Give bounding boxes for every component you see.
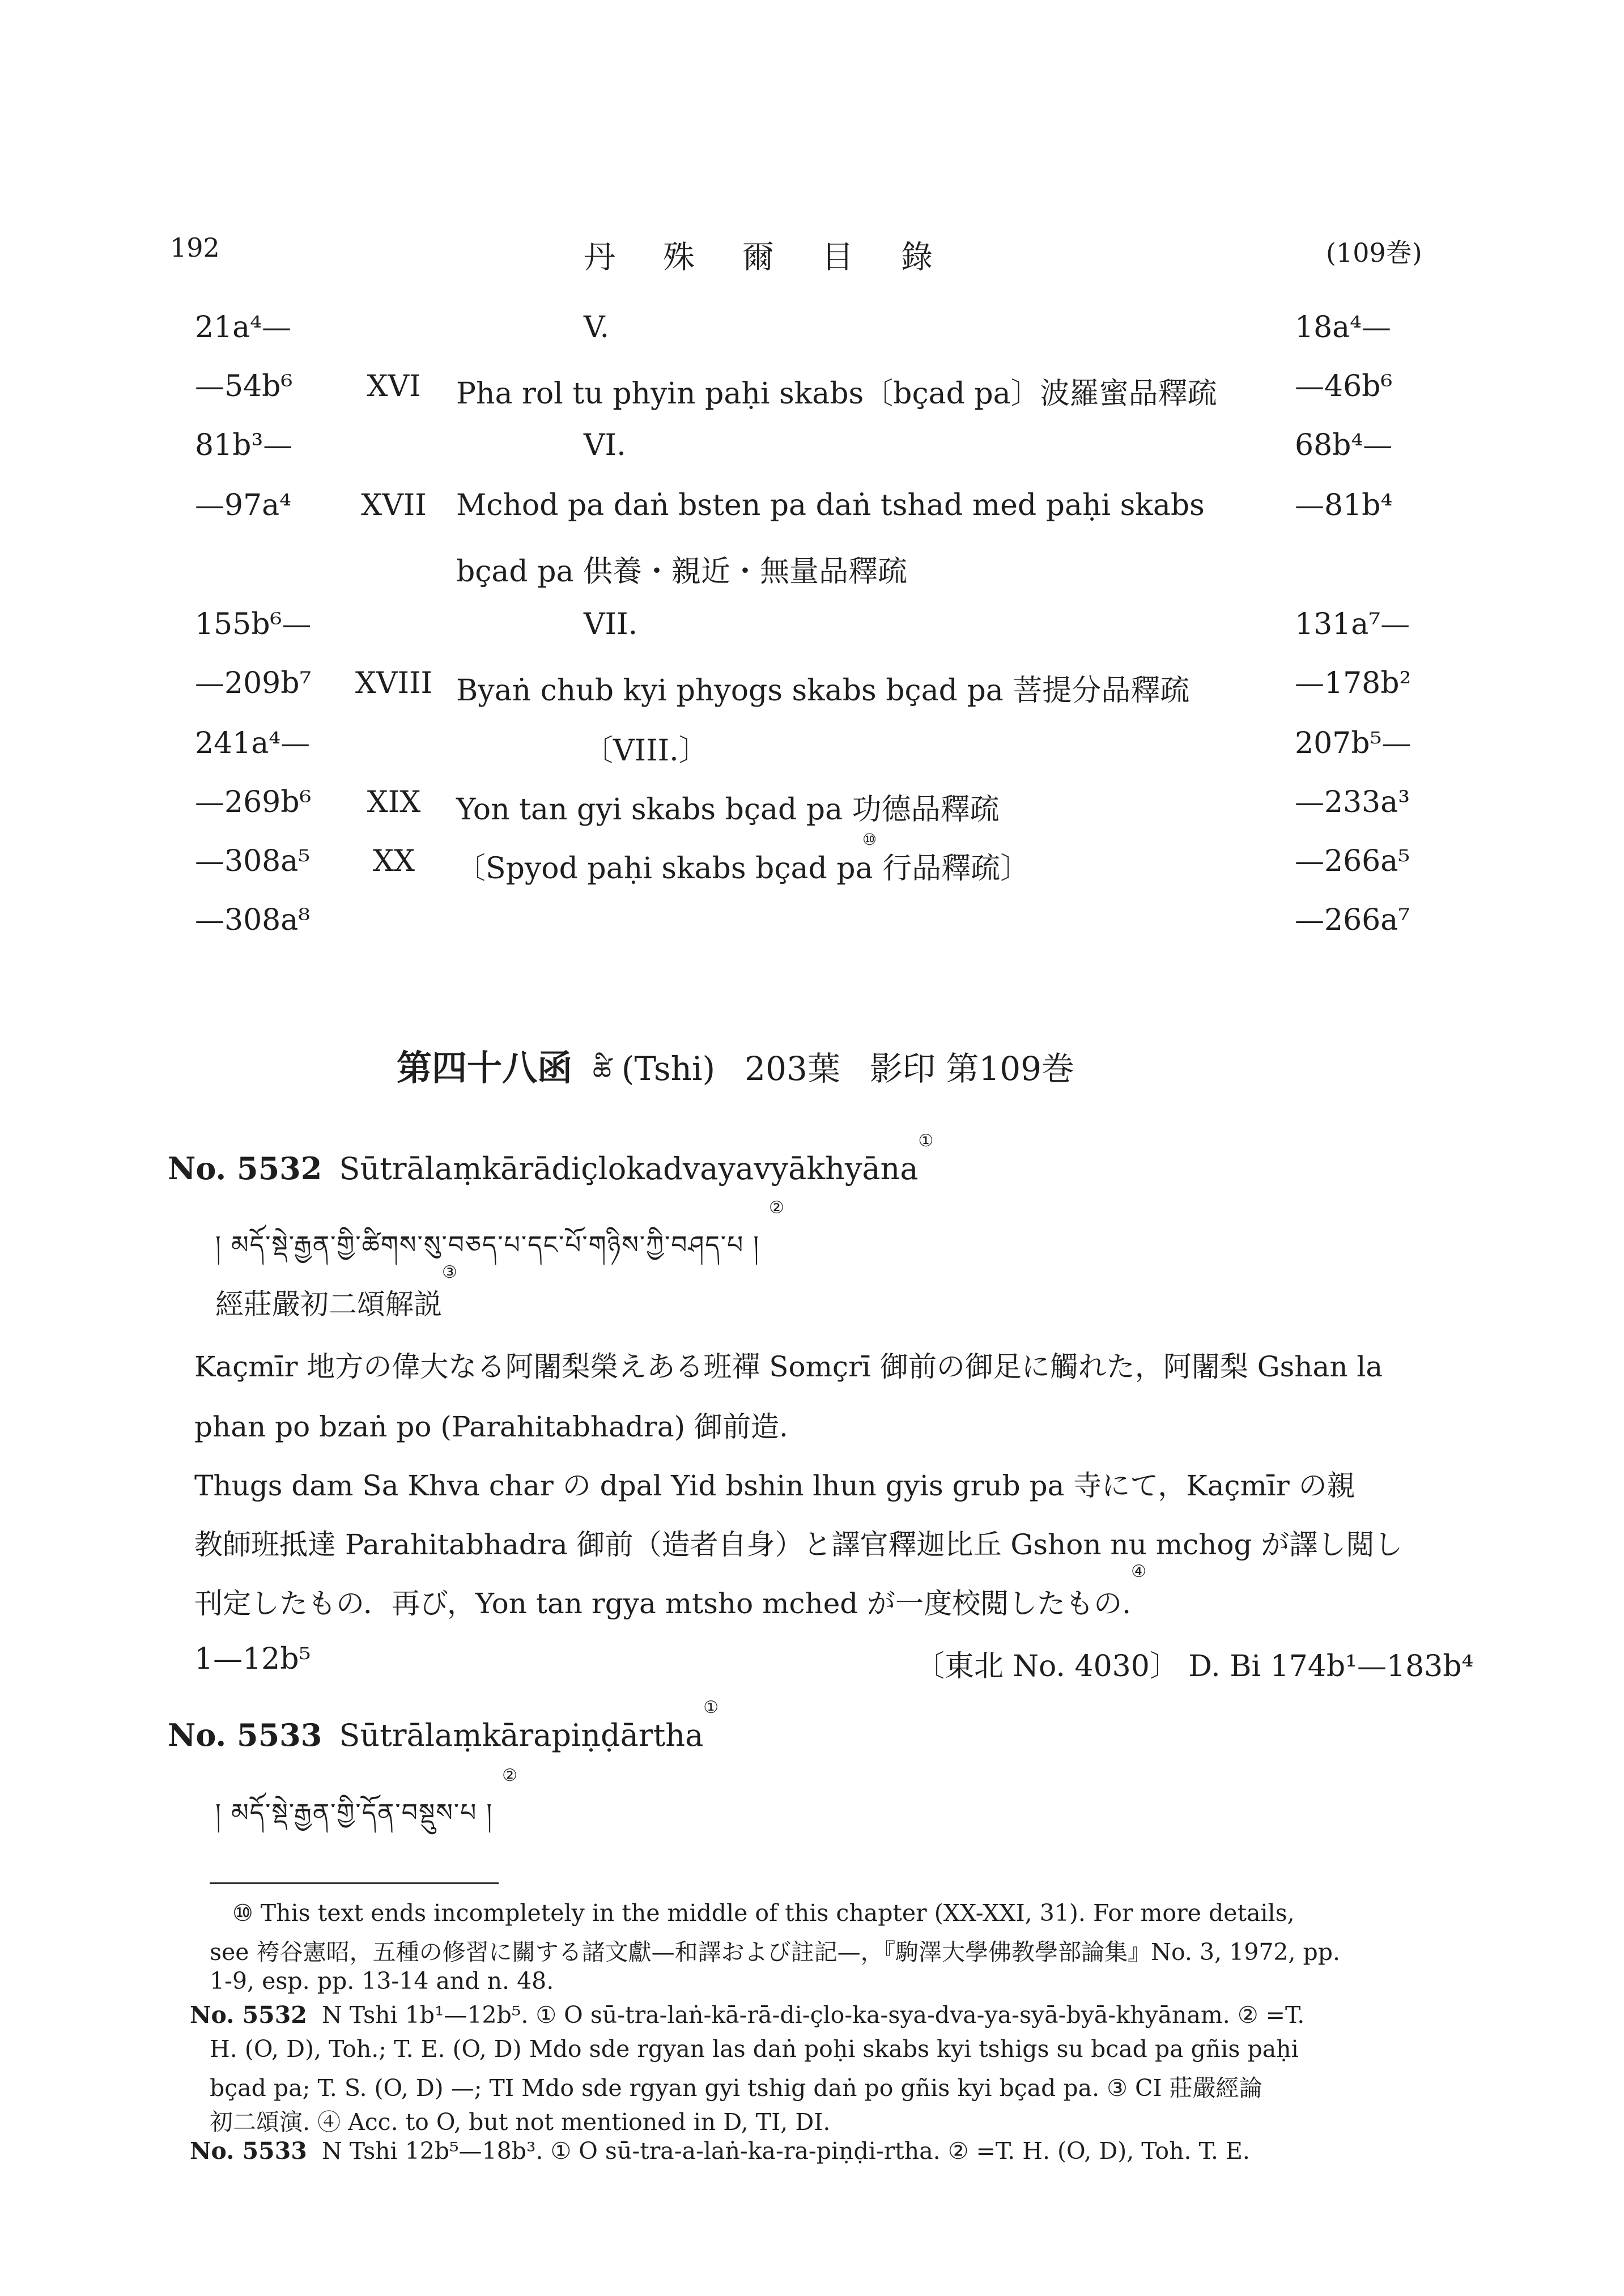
page-title-char: 錄 — [901, 239, 933, 276]
chapter-title: bçad pa 供養・親近・無量品釋疏 — [456, 555, 908, 589]
folio-end: —266a⁷ — [1295, 903, 1410, 937]
footnote-line: see 袴谷憲昭，五種の修習に關する諸文獻—和譯および註記—，『駒澤大學佛教學部論集』No. 3, 1972, pp. — [210, 1938, 1341, 1966]
folio-row — [0, 311, 1624, 350]
chapter-roman: XVI — [367, 369, 421, 403]
sanskrit-title: Sūtrālaṃkārapiṇḍārtha — [339, 1717, 704, 1753]
note-marker: ③ — [442, 1262, 457, 1282]
note-marker: ② — [768, 1198, 785, 1218]
folio-range: 1—12b⁵ — [194, 1642, 311, 1676]
folio-start: —269b⁶ — [195, 785, 312, 819]
page-title — [584, 232, 933, 278]
note-marker: ① — [918, 1131, 934, 1151]
chapter-number: VII. — [584, 607, 638, 641]
tibetan-title — [215, 1198, 785, 1287]
footnote-line: ⑩ This text ends incompletely in the middle of this chapter (XX-XXI, 31). For more details, — [232, 1899, 1295, 1927]
page-title-char: 丹 — [584, 239, 615, 276]
chapter-title: 〔Spyod paḥi skabs bçad pa 行品釋疏〕 — [456, 852, 1030, 886]
note-marker: ⑩ — [862, 830, 877, 849]
footnote-line — [190, 2137, 1250, 2165]
chinese-title — [215, 1262, 457, 1323]
chinese-title-text: 經莊嚴初二頌解説 — [215, 1288, 442, 1321]
folio-row — [0, 844, 1624, 884]
folio-row — [0, 428, 1624, 468]
chapter-roman: XVIII — [355, 666, 433, 700]
leaf-count: 203葉 — [745, 1049, 840, 1088]
tibetan-title — [215, 1766, 518, 1855]
sanskrit-title: Sūtrālaṃkārādiçlokadvayavyākhyāna — [339, 1151, 919, 1187]
footnote-line: 1-9, esp. pp. 13-14 and n. 48. — [210, 1967, 554, 1995]
page-title-char: 目 — [822, 239, 853, 276]
footnote-text: N Tshi 1b¹—12b⁵. ① O sū-tra-laṅ-kā-rā-di-çlo-ka-sya-dva-ya-syā-byā-khyānam. ② =T. — [321, 2001, 1305, 2029]
folio-row — [0, 726, 1624, 766]
page-number: 192 — [170, 232, 220, 263]
folio-end: —178b² — [1295, 666, 1412, 700]
case-romanized: (Tshi) — [621, 1049, 716, 1088]
folio-end: —46b⁶ — [1295, 369, 1393, 403]
folio-row — [0, 547, 1624, 587]
page-title-char: 殊 — [663, 239, 695, 276]
entry-number: No. 5532 — [168, 1150, 322, 1187]
section-heading — [397, 1040, 1074, 1116]
footnote-text: N Tshi 12b⁵—18b³. ① O sū-tra-a-laṅ-ka-ra-piṇḍi-rtha. ② =T. H. (O, D), Toh. T. E. — [321, 2137, 1250, 2165]
footnote-line: 初二頌演. ④ Acc. to O, but not mentioned in D, TI, DI. — [210, 2108, 831, 2136]
body-line: 教師班抵達 Parahitabhadra 御前（造者自身）と譯官釋迦比丘 Gshon nu mchog が譯し閲し — [194, 1528, 1403, 1561]
chapter-title: Byaṅ chub kyi phyogs skabs bçad pa 菩提分品釋疏 — [456, 674, 1190, 708]
footnote-entry-label: No. 5532 — [190, 2001, 307, 2029]
chapter-roman: XX — [372, 844, 415, 878]
footnote-line: bçad pa; T. S. (O, D) —; TI Mdo sde rgyan gyi tshig daṅ po gñis kyi bçad pa. ③ CI 莊嚴經論 — [210, 2074, 1262, 2102]
chapter-roman: XIX — [367, 785, 421, 819]
entry-heading — [168, 1698, 719, 1753]
chapter-number: V. — [584, 311, 609, 345]
folio-end: 18a⁴— — [1295, 311, 1392, 345]
chapter-number: VI. — [584, 428, 626, 462]
footnote-entry-label: No. 5533 — [190, 2137, 307, 2165]
facsimile-volume: 影印 第109巻 — [869, 1049, 1075, 1088]
folio-start: —54b⁶ — [195, 369, 293, 403]
folio-start: 81b³— — [195, 428, 293, 462]
footnote-rule — [210, 1882, 499, 1884]
folio-end: —81b⁴ — [1295, 488, 1393, 522]
folio-start: 21a⁴— — [195, 311, 292, 345]
catalogue-reference: 〔東北 No. 4030〕 D. Bi 174b¹—183b⁴ — [915, 1649, 1474, 1683]
tibetan-title-text: ། མདོ་སྡེ་རྒྱན་གྱི་ཚིགས་སུ་བཅད་པ་དང་པོ་གཉིས་ཀྱི་བཤད་པ ། — [215, 1231, 769, 1260]
page-title-char: 爾 — [742, 239, 774, 276]
folio-row — [0, 488, 1624, 528]
footnote-line: H. (O, D), Toh.; T. E. (O, D) Mdo sde rgyan las daṅ poḥi skabs kyi tshigs su bcad pa gñis paḥi — [210, 2035, 1299, 2063]
chapter-roman: XVII — [361, 488, 427, 522]
chapter-title: Mchod pa daṅ bsten pa daṅ tshad med paḥi skabs — [456, 488, 1205, 522]
case-number: 第四十八函 — [397, 1047, 573, 1089]
volume-label: (109巻) — [1326, 237, 1422, 268]
body-line — [194, 1562, 1146, 1622]
folio-start: —308a⁸ — [195, 903, 311, 937]
note-marker: ② — [502, 1766, 518, 1785]
folio-start: —308a⁵ — [195, 844, 311, 878]
chapter-number: 〔VIII.〕 — [584, 734, 708, 768]
footnote-line — [190, 2001, 1304, 2029]
body-line-text: 刊定したもの．再び，Yon tan rgya mtsho mched が一度校閲したもの. — [194, 1587, 1132, 1620]
folio-end: 131a⁷— — [1295, 607, 1410, 641]
folio-row — [0, 607, 1624, 647]
folio-row — [0, 785, 1624, 825]
entry-heading — [168, 1131, 934, 1187]
folio-start: 155b⁶— — [195, 607, 312, 641]
folio-end: 207b⁵— — [1295, 726, 1412, 760]
folio-end: 68b⁴— — [1295, 428, 1393, 462]
folio-end: —266a⁵ — [1295, 844, 1410, 878]
entry-number: No. 5533 — [168, 1717, 322, 1753]
folio-end: —233a³ — [1295, 785, 1410, 819]
tibetan-title-text: ། མདོ་སྡེ་རྒྱན་གྱི་དོན་བསྡུས་པ ། — [215, 1798, 503, 1827]
body-line: Kaçmīr 地方の偉大なる阿闍梨榮えある班禪 Somçrī 御前の御足に觸れた，阿闍梨 Gshan la — [194, 1350, 1383, 1383]
body-line: phan po bzaṅ po (Parahitabhadra) 御前造. — [194, 1410, 788, 1443]
note-marker: ① — [703, 1698, 719, 1717]
folio-start: —209b⁷ — [195, 666, 312, 700]
note-marker: ④ — [1131, 1562, 1146, 1581]
folio-start: 241a⁴— — [195, 726, 311, 760]
chapter-title: Yon tan gyi skabs bçad pa 功德品釋疏 — [456, 793, 1000, 827]
folio-row — [0, 903, 1624, 943]
folio-row — [0, 369, 1624, 409]
folio-row — [0, 666, 1624, 706]
tibetan-letter: ཚི — [593, 1056, 611, 1086]
body-line: Thugs dam Sa Khva char の dpal Yid bshin lhun gyis grub pa 寺にて，Kaçmīr の親 — [194, 1469, 1355, 1502]
chapter-title: Pha rol tu phyin paḥi skabs〔bçad pa〕波羅蜜品釋疏 — [456, 377, 1217, 411]
folio-start: —97a⁴ — [195, 488, 292, 522]
